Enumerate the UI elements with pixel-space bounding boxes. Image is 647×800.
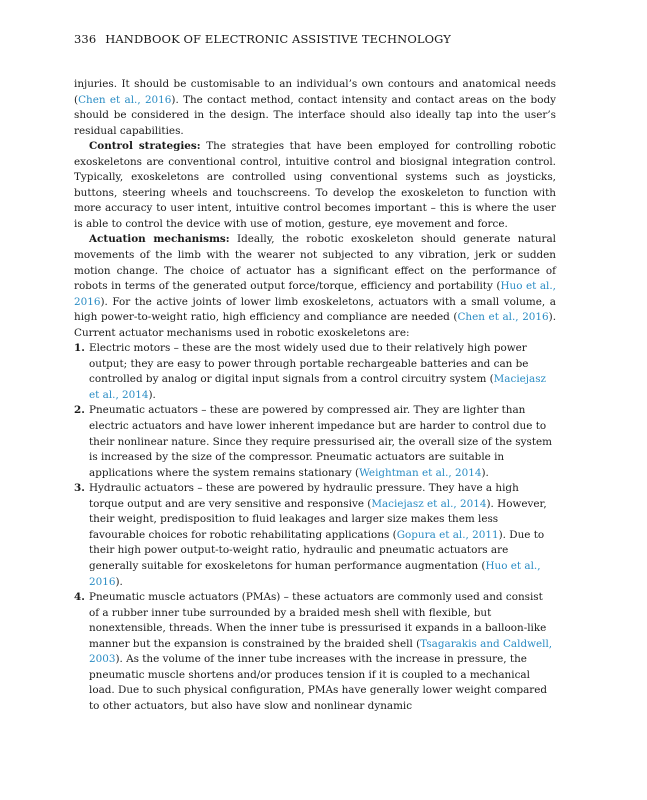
citation-link[interactable]: Maciejasz et al., 2014 (89, 373, 547, 401)
citation-link[interactable]: Huo et al., 2016 (89, 559, 541, 588)
list-item: 1. Electric motors – these are the most widely used due to their relatively high power output; they are easy to power through portable rechargeable batteries and can be controlled by analog or digital input signals from a control circuitry system (Maciejasz et al., 2014). (74, 342, 547, 401)
list-item: 4. Pneumatic muscle actuators (PMAs) – these actuators are commonly used and consist of a rubber inner tube surrounded by a braided mesh shell with flexible, but nonextensible, threads. When the inner tube is pressurised it expands in a balloon-like manner but the expansion is constrained by the braided shell (Tsagarakis and Caldwell, 2003). As the volume of the inner tube increases with the increase in pressure, the pneumatic muscle shortens and/or produces tension if it is coupled to a mechanical load. Due to such physical configuration, PMAs have generally lower weight compared to other actuators, but also have slow and nonlinear dynamic (74, 591, 553, 712)
paragraph-actuation-mechanisms: Actuation mechanisms: Ideally, the robotic exoskeleton should generate natural movements of the limb with the wearer not subjected to any vibration, jerk or sudden motion change. The choice of actuator has a significant effect on the performance of robots in terms of the generated output force/torque, efficiency and portability (Huo et al., 2016). For the active joints of lower limb exoskeletons, actuators with a small volume, a high power-to-weight ratio, high efficiency and compliance are needed (Chen et al., 2016). Current actuator mechanisms used in robotic exoskeletons are: (74, 233, 557, 339)
citation-link[interactable]: Weightman et al., 2014 (359, 466, 482, 479)
citation-link[interactable]: Maciejasz et al., 2014 (371, 497, 487, 510)
running-header (74, 32, 451, 46)
list-number: 3. (74, 482, 85, 495)
citation-link[interactable]: Chen et al., 2016 (78, 93, 172, 106)
citation-link[interactable]: Chen et al., 2016 (457, 311, 549, 324)
list-number: 1. (74, 342, 85, 355)
citation-link[interactable]: Huo et al., 2016 (74, 280, 556, 308)
paragraph-heading: Control strategies: (89, 140, 201, 153)
citation-link[interactable]: Tsagarakis and Caldwell, 2003 (89, 637, 553, 666)
page-number: 336 (74, 32, 97, 46)
list-number: 2. (74, 404, 85, 417)
body-text (74, 77, 556, 714)
paragraph-control-strategies: Control strategies: The strategies that have been employed for controlling robotic exoskeletons are conventional control, intuitive control and biosignal integration control. Typically, exoskeletons are controlled using conventional systems such as joysticks, buttons, steering wheels and touchscreens. To develop the exoskeleton to function with more accuracy to user intent, intuitive control becomes important – this is where the user is able to control the device with use of motion, gesture, eye movement and force. (74, 140, 556, 230)
list-item: 2. Pneumatic actuators – these are powered by compressed air. They are lighter than electric actuators and have lower inherent impedance but are harder to control due to their nonlinear nature. Since they require pressurised air, the overall size of the system is increased by the size of the compressor. Pneumatic actuators are suitable in applications where the system remains stationary (Weightman et al., 2014). (74, 404, 552, 479)
paragraph-interface: injuries. It should be customisable to an individual’s own contours and anatomical needs (Chen et al., 2016). The contact method, contact intensity and contact areas on the body should be considered in the design. The interface should also ideally tap into the user’s residual capabilities. (74, 78, 556, 137)
actuator-list (74, 341, 556, 714)
book-title: HANDBOOK OF ELECTRONIC ASSISTIVE TECHNOLOGY (105, 32, 451, 46)
list-item: 3. Hydraulic actuators – these are powered by hydraulic pressure. They have a high torque output and are very sensitive and responsive (Maciejasz et al., 2014). However, their weight, predisposition to fluid leakages and larger size makes them less favourable choices for robotic rehabilitating applications (Gopura et al., 2011). Due to their high power output-to-weight ratio, hydraulic and pneumatic actuators are generally suitable for exoskeletons for human performance augmentation (Huo et al., 2016). (74, 482, 547, 588)
list-number: 4. (74, 591, 85, 604)
citation-link[interactable]: Gopura et al., 2011 (396, 528, 499, 541)
paragraph-heading: Actuation mechanisms: (89, 233, 230, 246)
